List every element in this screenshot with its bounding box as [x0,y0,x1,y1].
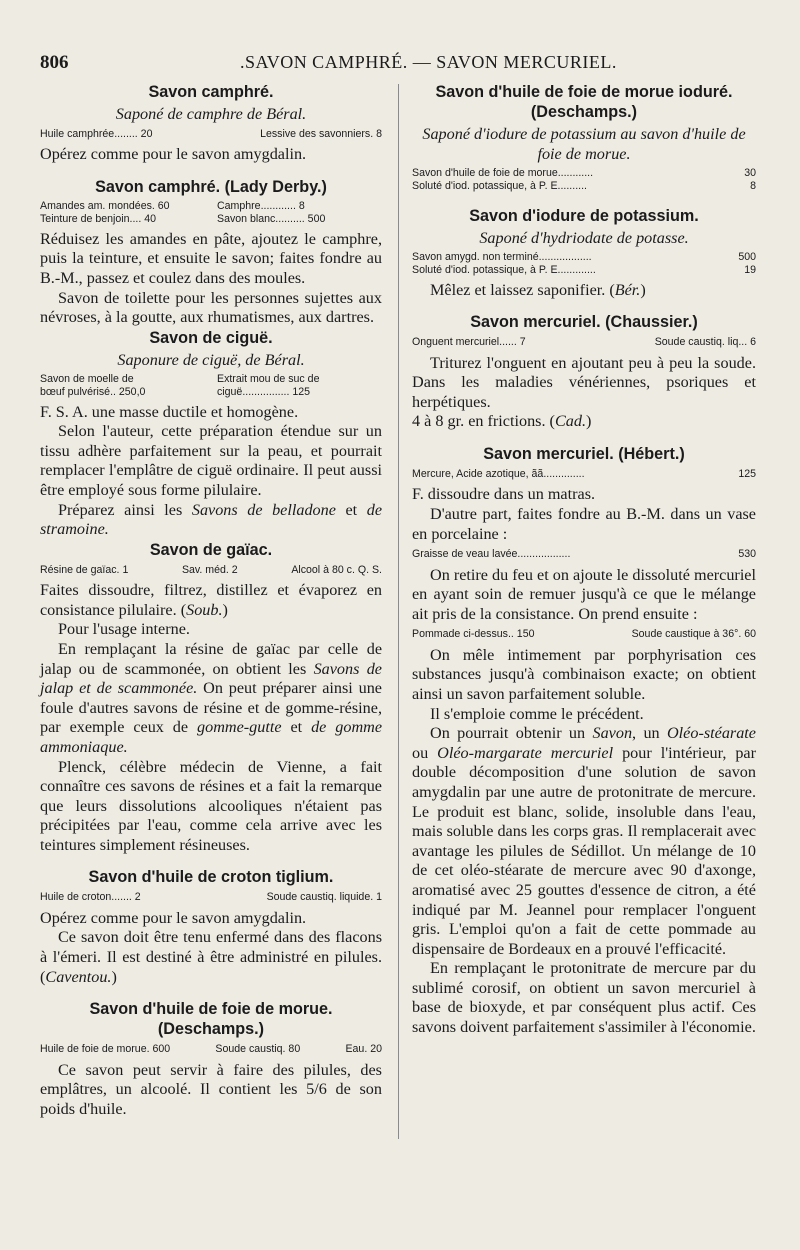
recipe-item: Savon blanc.......... 500 [217,213,326,226]
section-title: Savon mercuriel. (Chaussier.) [470,313,698,332]
section-savon-camphre-lady-derby [40,177,382,328]
paragraph: Plenck, célèbre médecin de Vienne, a fait connaître ces savons de résines et a fait la remarque que leurs dissolutions alcooliques n'étaient pas précipitées par l'eau, comme cela arrive avec les teintures simplement résineuses. [40,757,382,854]
recipe-item: ciguë................ 125 [217,386,311,399]
recipe-line [40,891,382,904]
recipe-item: Eau. 20 [345,1043,382,1056]
recipe-line [412,468,756,481]
section-title: Savon d'huile de foie de morue. (Deschamps.) [89,1000,333,1039]
recipe-item: Savon de moelle de [40,372,134,385]
section-title: Savon de ciguë. [149,328,273,347]
section-savon-de-cigue [40,328,382,540]
recipe-item: Sav. méd. 2 [181,563,238,576]
recipe-amount: 500 [738,250,756,263]
recipe-item: Onguent mercuriel...... 7 [412,336,526,349]
recipe-amount: 19 [744,264,756,277]
recipe-line [412,180,756,193]
section-subtitle: Saponure de ciguë, de Béral. [117,350,305,369]
paragraph: Savon de toilette pour les personnes sujettes aux névroses, à la goutte, aux rhumatismes, aux dartres. [40,288,382,327]
recipe-line [40,128,382,141]
paragraph: Opérez comme pour le savon amygdalin. [40,908,307,927]
recipe-table [412,251,756,278]
section-savon-mercuriel-hebert [412,444,756,1038]
text-run: ) [640,280,646,299]
recipe-line [412,336,756,349]
section-savon-huile-foie-morue [40,999,382,1119]
recipe-line [40,1043,382,1056]
recipe-item: Soluté d'iod. potassique, à P. E............. [412,264,596,277]
recipe-line [412,167,756,180]
recipe-line [412,264,756,277]
paragraph [40,501,382,540]
section-savon-de-gaiac [40,540,382,856]
text-run: Préparez ainsi les [58,500,192,519]
recipe-item: Pommade ci-dessus.. 150 [412,628,535,641]
paragraph [412,412,756,432]
section-title: Savon d'huile de foie de morue ioduré. [435,83,733,101]
paragraph: D'autre part, faites fondre au B.-M. dans un vase en porcelaine : [412,505,756,543]
recipe-line [40,564,382,577]
italic-run: Cad. [554,412,586,431]
text-run: Mêlez et laissez saponifier. ( [430,280,615,299]
recipe-item: Soude caustiq. 80 [215,1043,301,1056]
text-run: On pourrait obtenir un [430,724,593,743]
paragraph: Triturez l'onguent en ajoutant peu à peu la soude. Dans les maladies vénériennes, psoriques et herpétiques. [412,353,756,411]
italic-run: de stramoine. [40,500,382,539]
recipe-amount: 530 [738,548,756,561]
section-savon-mercuriel-chaussier [412,312,756,432]
left-column [40,82,382,1119]
text-run: ) [222,600,228,619]
italic-run: Savons de belladone [191,500,336,519]
section-title: Savon camphré. (Lady Derby.) [95,178,327,196]
paragraph [412,281,756,301]
text-run: pour l'intérieur, par double décomposition d'une solution de savon amygdalin par une autre de protonitrate de mercure. Le produit est blanc, solide, insoluble dans l'eau, mais soluble dans les corps gras. Il remplacerait avec avantage les pilules de Sédillot. Un mélange de 10 de cet oléo-stéarate de mercure avec 90 d'axonge, aromatisé avec 25 gouttes d'essence de citron, a été indiqué par M. Jeannel pour remplacer l'onguent gris. L'emploi qu'on a fait de cette pommade au dispensaire de Bordeaux en a prouvé l'efficacité. [412,743,757,958]
recipe-item: Soude caustiq. liquide. 1 [266,891,382,904]
italic-run: Oléo-margarate mercuriel [437,743,614,762]
text-run: Ce savon doit être tenu enfermé dans des flacons à l'émeri. Il est destiné à être administré en pilules. ( [40,928,382,986]
paragraph: Ce savon peut servir à faire des pilules, des emplâtres, un alcoolé. Il contient les 5/6 de son poids d'huile. [40,1060,382,1118]
text-run: ou [412,743,438,762]
recipe-item: Soluté d'iod. potassique, à P. E.......... [412,180,587,193]
column-divider [398,84,399,1139]
recipe-item: bœuf pulvérisé.. 250,0 [40,386,146,399]
italic-run: Savons de jalap et de scammonée. [40,659,382,698]
paragraph: Réduisez les amandes en pâte, ajoutez le camphre, puis la teinture, et ensuite le savon; faites fondre au B.-M., passez et coulez dans des moules. [40,229,382,287]
paragraph [40,928,382,987]
page-number: 806 [40,52,69,73]
section-title: Savon mercuriel. (Hébert.) [483,445,685,463]
recipe-table [40,373,382,400]
text-run: ) [111,967,117,986]
section-savon-camphre [40,82,382,165]
paragraph: On mêle intimement par porphyrisation ces substances jusqu'à combinaison exacte; on obtient ainsi un savon parfaitement soluble. [412,645,756,703]
text-run: et [281,718,312,737]
recipe-item: Huile de foie de morue. 600 [40,1043,171,1056]
recipe-item: Résine de gaïac. 1 [40,563,129,576]
italic-run: de gomme ammoniaque. [40,718,383,756]
recipe-item: Huile camphrée........ 20 [40,128,153,140]
right-column [412,82,756,1038]
recipe-line [412,251,756,264]
running-title: .SAVON CAMPHRÉ. — SAVON MERCURIEL. [240,52,617,72]
paragraph: Selon l'auteur, cette préparation étendue sur un tissu adhère parfaitement sur la peau, et pourrait remplacer l'emplâtre de ciguë ordinaire. Il peut aussi être employé sous forme pilulaire. [40,422,382,499]
recipe-item: Lessive des savonniers. 8 [260,128,382,140]
paragraph: Il s'emploie comme le précédent. [430,704,644,723]
paragraph: Pour l'usage interne. [58,620,190,639]
section-savon-foie-morue-iodure [412,82,756,194]
recipe-line [412,628,756,641]
recipe-item: Amandes am. mondées. 60 [40,200,170,212]
italic-run: Soub. [186,600,223,619]
recipe-amount: 125 [738,468,756,480]
recipe-item: Camphre............ 8 [217,200,305,212]
text-run: , un [632,724,667,743]
recipe-item: Soude caustique à 36°. 60 [631,628,756,641]
section-subtitle: Saponé de camphre de Béral. [115,105,307,123]
recipe-amount: 30 [744,167,756,179]
recipe-item: Graisse de veau lavée.................. [412,548,571,561]
paragraph [40,640,382,758]
italic-run: Oléo-stéarate [666,724,756,743]
text-run: et [335,500,367,519]
section-subtitle: Saponé d'hydriodate de potasse. [479,228,689,247]
section-title-author: (Deschamps.) [530,103,638,121]
recipe-item: Alcool à 80 c. Q. S. [291,563,382,576]
recipe-line [412,548,756,561]
italic-run: Caventou. [45,967,112,986]
section-subtitle: Saponé d'iodure de potassium au savon d'huile de foie de morue. [422,125,746,163]
text-run: Faites dissoudre, filtrez, distillez et évaporez en consistance pilulaire. ( [40,581,382,619]
text-run: On peut préparer ainsi une foule d'autres savons de résine et de gomme-résine, par exemple ceux de [40,679,382,737]
recipe-item: Savon d'huile de foie de morue............ [412,167,594,179]
paragraph: Opérez comme pour le savon amygdalin. [40,145,307,164]
recipe-table [412,167,756,194]
recipe-item: Extrait mou de suc de [217,372,320,385]
recipe-item: Savon amygd. non terminé.................. [412,250,592,263]
paragraph: En remplaçant le protonitrate de mercure par du sublimé corosif, on obtient un savon mercuriel à base de bioxyde, et par conséquent plus actif. Ces savons doivent parfaitement s'assimiler à l'économie. [412,959,756,1037]
recipe-item: Teinture de benjoin.... 40 [40,213,157,226]
section-title: Savon d'iodure de potassium. [469,206,699,225]
recipe-amount: 8 [750,180,756,193]
text-run: 4 à 8 gr. en frictions. ( [412,412,555,431]
recipe-item: Soude caustiq. liq... 6 [654,336,756,349]
italic-run: Bér. [614,280,641,299]
paragraph [40,581,382,620]
section-title: Savon camphré. [148,83,274,101]
section-savon-iodure-potassium [412,206,756,300]
text-run: En remplaçant la résine de gaïac par celle de jalap ou de scammonée, on obtient les [40,639,382,678]
recipe-item: Huile de croton....... 2 [40,891,141,904]
paragraph: F. S. A. une masse ductile et homogène. [40,402,299,421]
paragraph: F. dissoudre dans un matras. [412,485,596,504]
italic-run: gomme-gutte [197,718,282,737]
italic-run: Savon [592,724,633,743]
recipe-item: Mercure, Acide azotique, ãã.............. [412,468,585,480]
text-run: ) [586,412,592,431]
section-title: Savon d'huile de croton tiglium. [88,868,334,887]
paragraph [412,724,756,959]
section-savon-huile-croton [40,867,382,987]
paragraph: On retire du feu et on ajoute le dissoluté mercuriel en ayant soin de remuer jusqu'à ce que le mélange ait pris de la consistance. On prend ensuite : [412,565,756,623]
recipe-table [40,200,382,227]
page-header [40,52,760,78]
section-title: Savon de gaïac. [149,540,273,559]
